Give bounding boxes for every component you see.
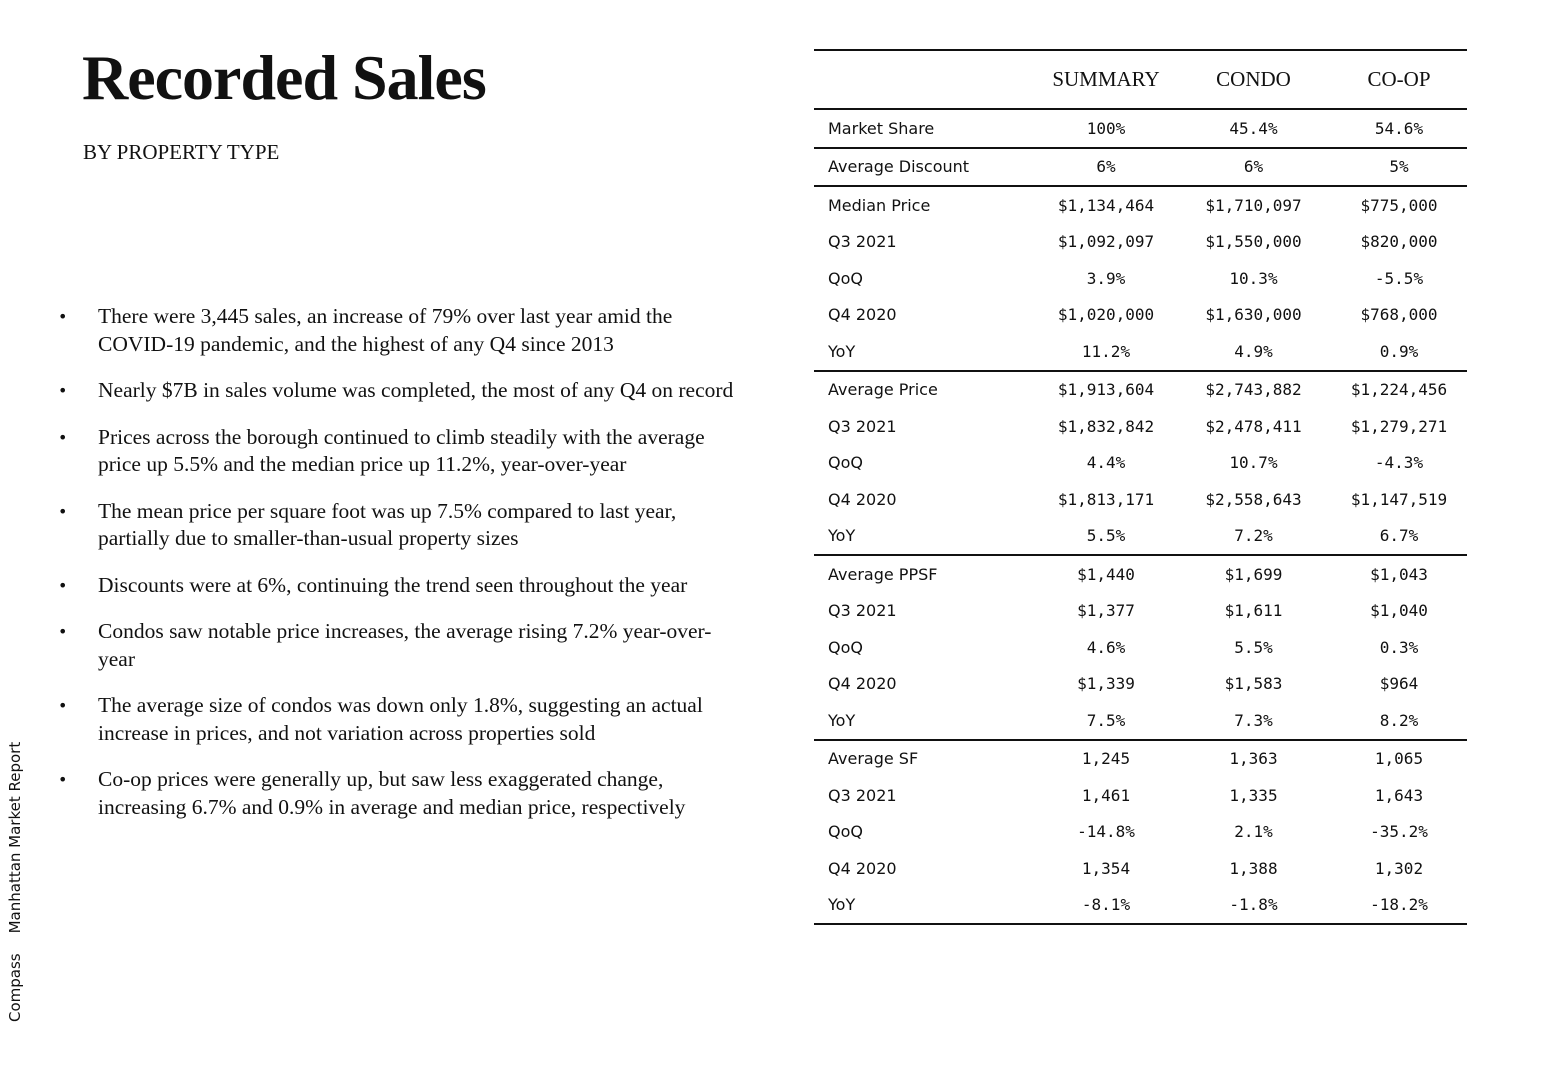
bullet-text: There were 3,445 sales, an increase of 79% over last year amid the COVID-19 pandemic, and the highest of any Q4 since 2013	[98, 304, 673, 356]
column-header-coop: CO-OP	[1331, 50, 1467, 109]
table-cell: $1,630,000	[1205, 305, 1302, 325]
table-cell: 5.5%	[1036, 518, 1176, 556]
row-label: YoY	[814, 702, 1036, 740]
row-label: Average SF	[828, 749, 919, 769]
table-row	[814, 814, 1467, 851]
table-row	[814, 148, 1467, 187]
list-item	[58, 618, 738, 673]
row-label: Q4 2020	[828, 858, 897, 878]
table-cell: $2,558,643	[1205, 489, 1302, 509]
row-label: Q3 2021	[828, 785, 897, 805]
table-cell: $1,611	[1224, 601, 1283, 621]
table-cell: $1,224,456	[1350, 380, 1448, 400]
brand-name: Compass	[6, 953, 24, 1022]
column-header-summary: SUMMARY	[1036, 50, 1176, 109]
row-label: Market Share	[814, 109, 1036, 148]
table-row	[814, 408, 1467, 445]
table-cell: -5.5%	[1374, 268, 1424, 288]
table-cell: $1,134,464	[1057, 195, 1155, 215]
bullet-icon: •	[58, 381, 68, 400]
table-cell: 1,302	[1374, 858, 1424, 878]
table-cell: 7.3%	[1176, 702, 1331, 740]
row-label: QoQ	[828, 268, 863, 288]
table-cell: -35.2%	[1370, 822, 1428, 842]
bullet-icon: •	[58, 307, 68, 326]
sales-table	[814, 49, 1467, 925]
list-item	[58, 377, 738, 405]
row-label: YoY	[828, 895, 856, 915]
report-name: Manhattan Market Report	[6, 741, 24, 934]
row-label: Q3 2021	[828, 601, 897, 621]
table-row	[814, 481, 1467, 518]
table-body	[814, 109, 1467, 924]
table-cell: 1,335	[1229, 785, 1278, 805]
list-item	[58, 766, 738, 821]
bullet-text: Condos saw notable price increases, the average rising 7.2% year-over-year	[98, 619, 712, 671]
table-row	[814, 593, 1467, 630]
list-item	[58, 498, 738, 553]
table-cell: $1,832,842	[1057, 416, 1155, 436]
table-cell: -4.3%	[1374, 453, 1424, 473]
table-cell: $1,699	[1224, 564, 1283, 584]
table-cell: $1,913,604	[1057, 380, 1155, 400]
table-row	[814, 371, 1467, 409]
table-cell: 45.4%	[1176, 109, 1331, 148]
table-cell: 5%	[1331, 148, 1467, 187]
row-label: Average Price	[828, 380, 938, 400]
table-cell: $1,583	[1224, 674, 1283, 694]
table-cell: $964	[1379, 674, 1419, 694]
column-header-condo: CONDO	[1176, 50, 1331, 109]
table-cell: $1,147,519	[1350, 489, 1448, 509]
table-cell: $1,550,000	[1205, 232, 1302, 252]
table-row	[814, 555, 1467, 593]
row-label: QoQ	[828, 637, 863, 657]
table-cell: $1,020,000	[1057, 305, 1155, 325]
table-cell: 7.2%	[1176, 518, 1331, 556]
table-cell: 3.9%	[1086, 268, 1126, 288]
table-row	[814, 777, 1467, 814]
table-cell: $775,000	[1360, 195, 1438, 215]
table-row	[814, 629, 1467, 666]
bullet-icon: •	[58, 696, 68, 715]
table-cell: 4.6%	[1086, 637, 1126, 657]
table-cell: $1,440	[1077, 564, 1135, 584]
bullet-text: The mean price per square foot was up 7.5% compared to last year, partially due to smaller-than-usual property sizes	[98, 498, 677, 550]
bullet-text: Nearly $7B in sales volume was completed, the most of any Q4 on record	[98, 378, 734, 402]
table-row	[814, 297, 1467, 334]
table-row	[814, 702, 1467, 740]
table-cell: -8.1%	[1081, 895, 1131, 915]
row-label: QoQ	[828, 453, 863, 473]
table-cell: $1,043	[1370, 564, 1428, 584]
table-row	[814, 445, 1467, 482]
table-row	[814, 109, 1467, 148]
row-label: Q4 2020	[828, 305, 897, 325]
table-cell: $2,478,411	[1205, 416, 1302, 436]
table-cell: 10.7%	[1229, 453, 1278, 473]
list-item	[58, 424, 738, 479]
table-header-row	[814, 50, 1467, 109]
table-row	[814, 260, 1467, 297]
bullet-text: Discounts were at 6%, continuing the trend seen throughout the year	[98, 572, 688, 597]
row-label: Average Discount	[814, 148, 1036, 187]
bullet-icon: •	[58, 770, 68, 789]
table-cell: 1,461	[1081, 785, 1131, 805]
table-cell: -1.8%	[1229, 895, 1278, 915]
table-cell: 1,363	[1229, 749, 1278, 769]
table-cell: 4.9%	[1176, 333, 1331, 371]
table-cell: 54.6%	[1331, 109, 1467, 148]
highlights-list	[58, 303, 738, 840]
column-header	[814, 50, 1036, 109]
table-cell: 100%	[1036, 109, 1176, 148]
row-label: Median Price	[828, 195, 931, 215]
bullet-text: The average size of condos was down only 1.8%, suggesting an actual increase in prices, and not variation across properties sold	[98, 693, 703, 745]
table-cell: $1,710,097	[1205, 195, 1302, 215]
table-cell: 0.3%	[1379, 637, 1419, 657]
row-label: Average PPSF	[828, 564, 938, 584]
table-cell: $1,092,097	[1057, 232, 1155, 252]
table-cell: -14.8%	[1077, 822, 1135, 842]
list-item	[58, 572, 738, 600]
table-row	[814, 518, 1467, 556]
table-cell: 8.2%	[1331, 702, 1467, 740]
table-row	[814, 186, 1467, 224]
table-cell: 7.5%	[1036, 702, 1176, 740]
row-label: Q4 2020	[828, 489, 897, 509]
table-cell: $1,040	[1370, 601, 1428, 621]
table-cell: $1,279,271	[1350, 416, 1448, 436]
table-cell: $768,000	[1360, 305, 1438, 325]
bullet-icon: •	[58, 427, 68, 447]
row-label: Q4 2020	[828, 674, 897, 694]
table-cell: $1,377	[1077, 601, 1135, 621]
table-cell: $2,743,882	[1205, 380, 1302, 400]
page-title: Recorded Sales	[82, 42, 486, 113]
table-cell: 10.3%	[1229, 268, 1278, 288]
row-label: Q3 2021	[828, 232, 897, 252]
vertical-footer	[6, 742, 24, 1022]
bullet-icon: •	[58, 575, 68, 595]
table-cell: 0.9%	[1331, 333, 1467, 371]
table-cell: $820,000	[1360, 232, 1438, 252]
list-item	[58, 692, 738, 747]
table-cell: 5.5%	[1234, 637, 1273, 657]
row-label: QoQ	[828, 822, 863, 842]
table-cell: 1,643	[1374, 785, 1424, 805]
row-label: YoY	[814, 333, 1036, 371]
table-cell: $1,339	[1077, 674, 1135, 694]
table-row	[814, 740, 1467, 778]
table-cell: 1,388	[1229, 858, 1278, 878]
row-label: YoY	[814, 518, 1036, 556]
table-cell: 6%	[1036, 148, 1176, 187]
table-cell: 2.1%	[1234, 822, 1273, 842]
table-cell: 1,065	[1374, 749, 1424, 769]
bullet-text: Prices across the borough continued to climb steadily with the average price up 5.5% and the median price up 11.2%, year-over-year	[98, 424, 705, 476]
table-row	[814, 333, 1467, 371]
table-cell: 6%	[1176, 148, 1331, 187]
table-cell: 1,354	[1081, 858, 1131, 878]
table-row	[814, 666, 1467, 703]
table-cell: $1,813,171	[1057, 489, 1155, 509]
bullet-icon: •	[58, 501, 68, 521]
bullet-icon: •	[58, 622, 68, 641]
table-cell: 4.4%	[1086, 453, 1126, 473]
table-row	[814, 887, 1467, 925]
table-cell: 6.7%	[1331, 518, 1467, 556]
list-item	[58, 303, 738, 358]
table-row	[814, 224, 1467, 261]
table-row	[814, 850, 1467, 887]
table-cell: 11.2%	[1036, 333, 1176, 371]
page-subtitle: BY PROPERTY TYPE	[83, 140, 280, 164]
table-cell: -18.2%	[1370, 895, 1428, 915]
table-cell: 1,245	[1081, 749, 1131, 769]
bullet-text: Co-op prices were generally up, but saw less exaggerated change, increasing 6.7% and 0.9% in average and median price, respectively	[98, 767, 686, 819]
row-label: Q3 2021	[828, 416, 897, 436]
